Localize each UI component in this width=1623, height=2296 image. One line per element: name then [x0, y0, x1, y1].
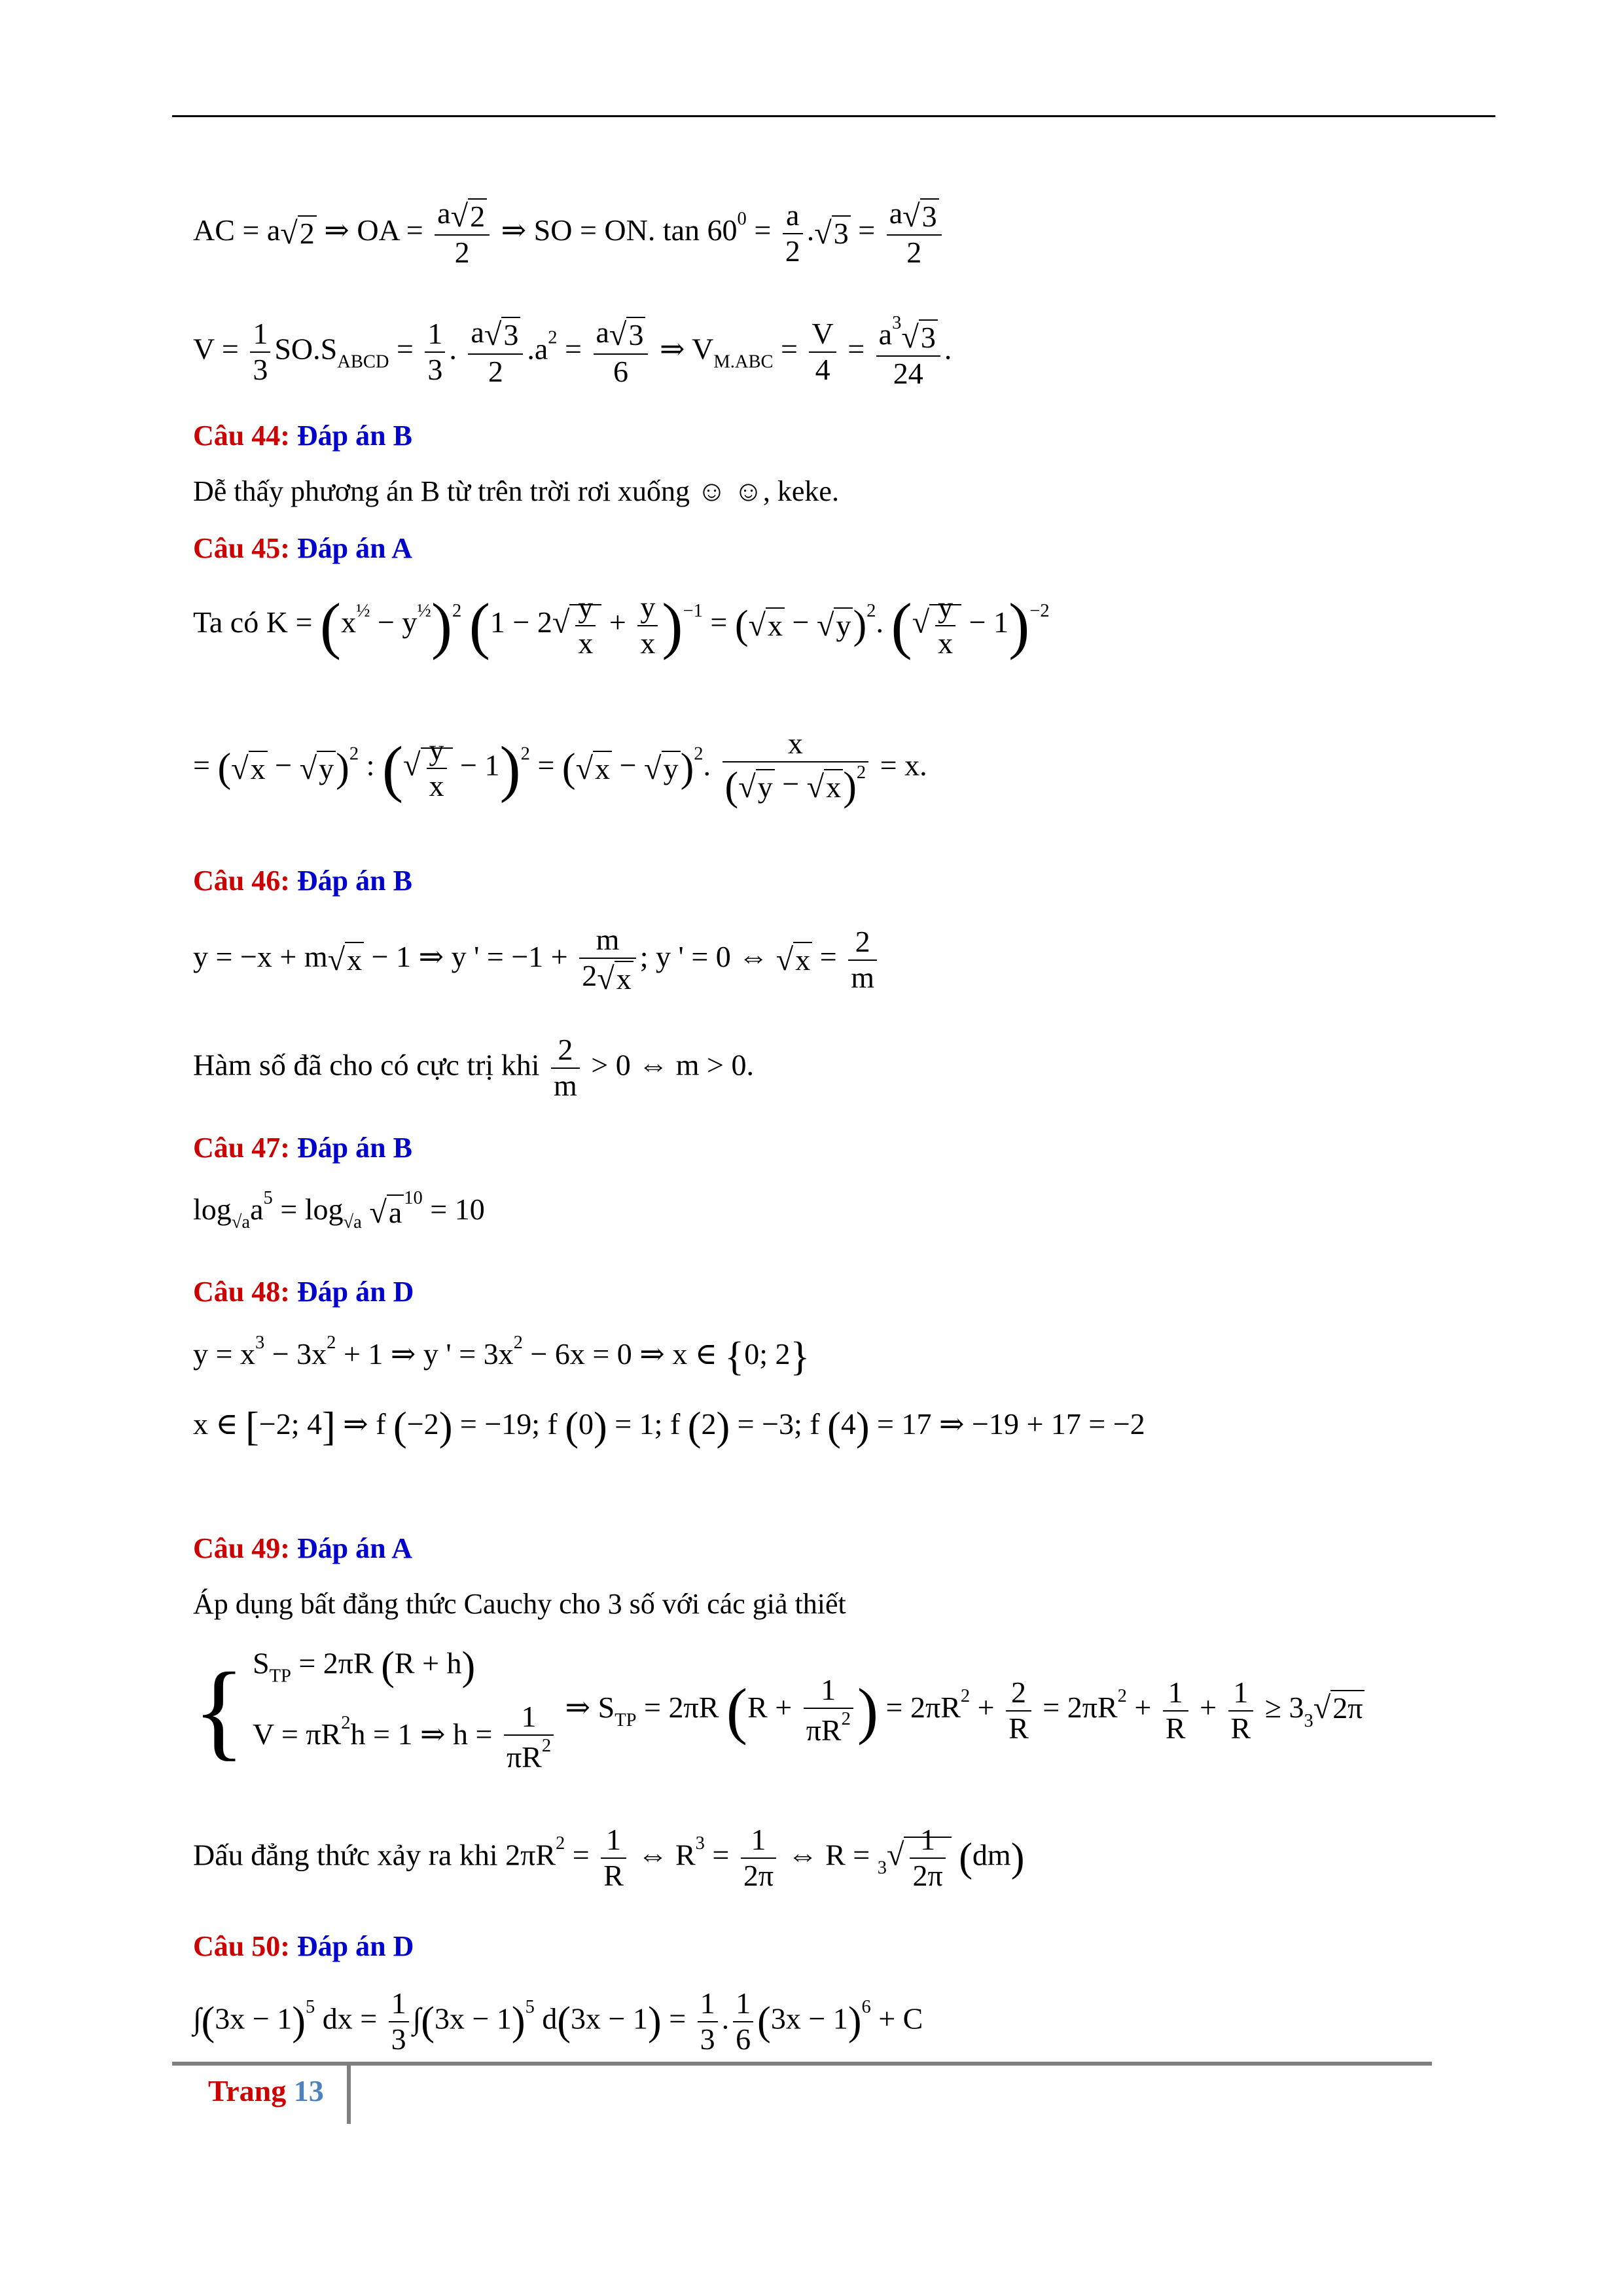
footer-label: Trang: [208, 2074, 287, 2108]
formula-extremum-condition: Hàm số đã cho có cực trị khi $\frac{2}{m}$ > 0 ⇔ m > 0.: [193, 1033, 754, 1102]
formula-ac-oa-so: AC = a√2 ⇒ OA = $\frac{a√2}{2}$ ⇒ SO = ON. $\tan 60^0$ = $\frac{a}{2}$ .√3 = $\frac{a√3}{2}$: [193, 196, 946, 270]
footer-divider: [347, 2062, 351, 2124]
answer-heading-50: Câu 50: Đáp án D: [193, 1930, 414, 1962]
solution-text-49: Áp dụng bất đẳng thức Cauchy cho 3 số với các giả thiết: [193, 1588, 846, 1620]
formula-values-48: x ∈ [−2; 4] ⇒ f (−2) = −19; f (0) = 1; f (2) = −3; f (4) = 17 ⇒ −19 + 17 = −2: [193, 1405, 1145, 1449]
formula-integral-50: $\int(3x - 1)^5$ dx = $\frac{1}{3}$ $\int(3x - 1)^5$ d(3x − 1) = $\frac{1}{3}$ . $\frac{1}{6}$ $(3x - 1)^6 + C$: [193, 1986, 923, 2056]
solution-text-44: Dễ thấy phương án B từ trên trời rơi xuống ☺ ☺, keke.: [193, 475, 839, 507]
formula-log-47: $\log_{√a}a^5 = \log_{√a} √a$ $^{10}$ = 10: [193, 1188, 485, 1233]
answer-heading-49: Câu 49: Đáp án A: [193, 1532, 412, 1564]
formula-derivative-46: y = −x + m√x − 1 ⇒ y ' = −1 + $\frac{m}{2√x}$ ; y ' = 0 ⇔ √x = $\frac{2}{m}$: [193, 923, 881, 997]
answer-heading-47: Câu 47: Đáp án B: [193, 1132, 412, 1164]
formula-volume: V = $\frac{1}{3}$ $SO.S_{ABCD}$ = $\frac{1}{3}$ . $\frac{a√3}{2}$ $.a^2$ = $\frac{a√3}{6}$ ⇒ $V_{M.ABC}$ = $\frac{V}{4}$ = $\frac{a^3√3}{24}$ .: [193, 313, 952, 391]
page-number: 13: [293, 2074, 324, 2108]
formula-k-line2: = $(√x - √y)^2$ : (√ $\frac{y}{x}$ − $1)^2 = (√x - √y)^2$. $\frac{x}{(√y - √x)^2}$ = x.: [193, 726, 927, 809]
equality-condition-text: Dấu đẳng thức xảy ra khi: [193, 1838, 498, 1872]
formula-k-line1: Ta có $K = (x^{\frac{1}{2}} - y^{\frac{1}{2}})^2$ (1 − 2√ $\frac{y}{x}$ + $\frac{y}{x}$ )$^{-1} = (√x - √y)^2$. (√ $\frac{y}{x}$ − 1)$^{-2}$: [193, 590, 1050, 660]
footer-rule: [172, 2062, 1432, 2066]
formula-cauchy-system: { $S_{TP} = 2\pi R$ (R + h) $V = \pi R^2h = 1$ ⇒ h = $\frac{1}{\pi R^2}$ ⇒ $S_{TP} = 2\pi R$ (R + $\frac{1}{\pi R^2}$ ) = $2\pi R^2$ + $\frac{2}{R}$ = $2\pi R^2$ + $\frac{1}{R}$ + $\frac{1}{R}$ ≥ $3_3√2\pi$: [193, 1640, 1364, 1782]
formula-derivative-48: $y = x^3 - 3x^2 + 1$ ⇒ y ' = $3x^2 - 6x = 0$ ⇒ x ∈ {0; 2}: [193, 1333, 810, 1380]
ta-co-label: Ta có: [193, 605, 259, 639]
answer-heading-44: Câu 44: Đáp án B: [193, 420, 412, 452]
header-rule: [172, 115, 1495, 117]
answer-heading-48: Câu 48: Đáp án D: [193, 1276, 414, 1308]
formula-equality-condition: Dấu đẳng thức xảy ra khi $2\pi R^2$ = $\frac{1}{R}$ ⇔ $R^3$ = $\frac{1}{2\pi}$ ⇔ R = $_3$√ $\frac{1}{2\pi}$ (dm): [193, 1823, 1025, 1892]
page-footer: [208, 2073, 324, 2108]
answer-heading-46: Câu 46: Đáp án B: [193, 865, 412, 897]
answer-heading-45: Câu 45: Đáp án A: [193, 532, 412, 564]
extremum-condition-text: Hàm số đã cho có cực trị khi: [193, 1048, 540, 1082]
